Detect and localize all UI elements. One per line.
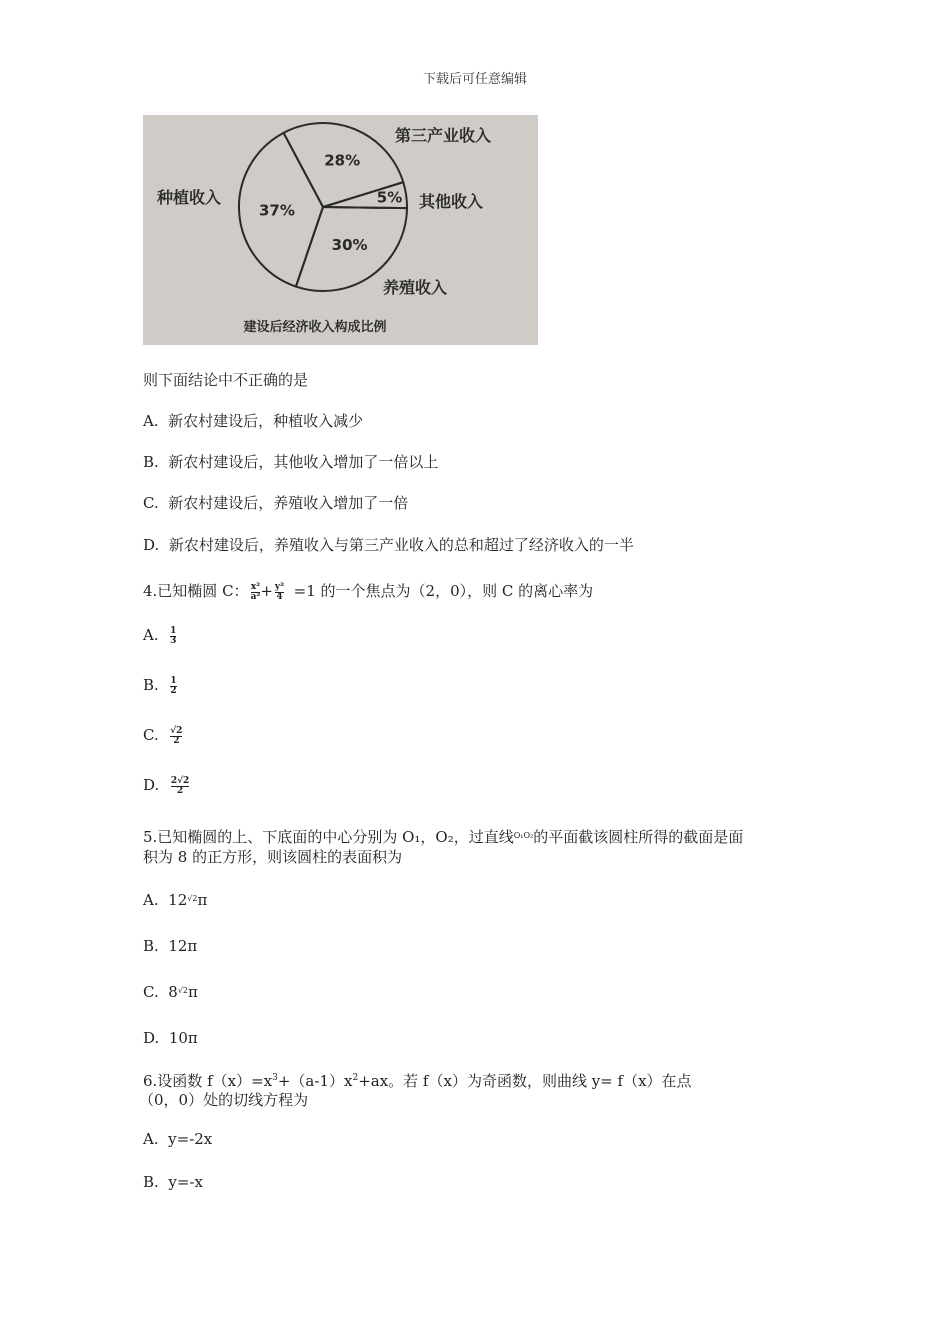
option-value: 12 xyxy=(168,891,188,909)
q4-option-b xyxy=(143,676,177,696)
frac-den: 3 xyxy=(170,635,177,646)
option-letter: A. xyxy=(143,626,159,644)
frac-den: a² xyxy=(250,591,261,602)
option-text: 新农村建设后，其他收入增加了一倍以上 xyxy=(168,453,439,471)
q4-plus: + xyxy=(260,582,273,600)
q5-text-a: 5.已知椭圆的上、下底面的中心分别为 O₁，O₂，过直线 xyxy=(143,828,514,846)
frac-num: 1 xyxy=(170,625,177,636)
q6-stem-line1 xyxy=(143,1070,692,1091)
q6-text-c: +ax。若 f（x）为奇函数，则曲线 y= f（x）在点 xyxy=(358,1072,692,1090)
option-frac xyxy=(170,727,182,746)
option-letter: C. xyxy=(143,494,159,512)
q4-option-a xyxy=(143,626,176,646)
option-letter: D. xyxy=(143,536,160,554)
q4-frac-x xyxy=(251,583,261,602)
option-radical: √2 xyxy=(187,894,198,903)
q6-exp-3: 3 xyxy=(272,1073,278,1083)
pie-slice-value-3: 37% xyxy=(258,201,295,220)
pie-slice-label-1: 其他收入 xyxy=(419,192,484,211)
option-value: 12π xyxy=(168,937,198,955)
q5-option-b xyxy=(143,937,197,955)
option-letter: C. xyxy=(143,983,159,1001)
option-letter: B. xyxy=(143,676,159,694)
frac-den: 2 xyxy=(170,685,177,696)
frac-num: √2 xyxy=(170,725,183,736)
option-letter: B. xyxy=(143,937,159,955)
option-letter: B. xyxy=(143,453,159,471)
option-text: y=-2x xyxy=(168,1130,213,1148)
frac-num: 1 xyxy=(170,675,177,686)
option-letter: B. xyxy=(143,1173,159,1191)
option-letter: D. xyxy=(143,1029,160,1047)
frac-den: 4 xyxy=(276,591,283,602)
q4-stem xyxy=(143,580,593,602)
pie-slice-label-2: 养殖收入 xyxy=(383,278,448,297)
option-letter: C. xyxy=(143,726,159,744)
pie-slice-label-3: 种植收入 xyxy=(157,188,222,207)
option-value: 10π xyxy=(168,1029,198,1047)
q3-option-c xyxy=(143,492,408,513)
q3-option-d xyxy=(143,534,634,555)
q5-line-o1o2: O₁O₂ xyxy=(513,831,534,840)
q5-stem-line2: 积为 8 的正方形，则该圆柱的表面积为 xyxy=(143,848,403,866)
option-pi: π xyxy=(197,891,208,909)
q6-option-a xyxy=(143,1130,212,1148)
pie-chart-photo xyxy=(143,115,538,345)
pie-chart xyxy=(143,115,538,345)
q3-prompt: 则下面结论中不正确的是 xyxy=(143,371,309,389)
option-frac xyxy=(170,677,176,696)
q6-text-b: +（a-1）x xyxy=(277,1072,353,1090)
frac-num: y² xyxy=(274,581,285,592)
q6-text-a: 6.设函数 f（x）=x xyxy=(143,1072,273,1090)
option-text: 新农村建设后，养殖收入增加了一倍 xyxy=(168,494,409,512)
pie-slice-value-0: 28% xyxy=(324,151,361,170)
pie-slice-value-2: 30% xyxy=(331,235,368,254)
q4-option-c xyxy=(143,726,182,746)
option-frac xyxy=(171,777,189,796)
q5-text-b: 的平面截该圆柱所得的截面是面 xyxy=(533,828,744,846)
q6-exp-2: 2 xyxy=(352,1073,359,1083)
q4-suffix: =1 的一个焦点为（2，0），则 C 的离心率为 xyxy=(293,582,594,600)
frac-num: x² xyxy=(250,581,261,592)
q5-stem-line1 xyxy=(143,826,743,847)
q4-option-d xyxy=(143,776,189,796)
option-text: 新农村建设后，种植收入减少 xyxy=(168,412,364,430)
pie-slice-value-1: 5% xyxy=(376,188,403,207)
page-header: 下载后可任意编辑 xyxy=(422,72,527,87)
q4-frac-y xyxy=(275,583,284,602)
q6-option-b xyxy=(143,1173,203,1191)
q5-option-a xyxy=(143,891,207,909)
option-radical: √2 xyxy=(177,986,188,995)
option-letter: A. xyxy=(143,891,159,909)
option-frac xyxy=(170,627,176,646)
option-letter: A. xyxy=(143,1130,159,1148)
q6-stem-line2: （0，0）处的切线方程为 xyxy=(139,1091,309,1109)
frac-den: 2 xyxy=(176,785,184,796)
option-letter: A. xyxy=(143,412,159,430)
option-text: 新农村建设后，养殖收入与第三产业收入的总和超过了经济收入的一半 xyxy=(168,536,634,554)
q5-option-c xyxy=(143,983,198,1001)
q3-option-b xyxy=(143,451,438,472)
pie-chart-title: 建设后经济收入构成比例 xyxy=(243,320,387,335)
option-pi: π xyxy=(188,983,198,1001)
q4-prefix: 4.已知椭圆 C： xyxy=(143,582,249,600)
option-text: y=-x xyxy=(168,1173,203,1191)
option-letter: D. xyxy=(143,776,160,794)
pie-slice-label-0: 第三产业收入 xyxy=(395,126,492,145)
frac-den: 2 xyxy=(173,735,180,746)
option-value: 8 xyxy=(168,983,178,1001)
q5-option-d xyxy=(143,1029,198,1047)
q3-option-a xyxy=(143,410,363,431)
frac-num: 2√2 xyxy=(170,775,190,786)
